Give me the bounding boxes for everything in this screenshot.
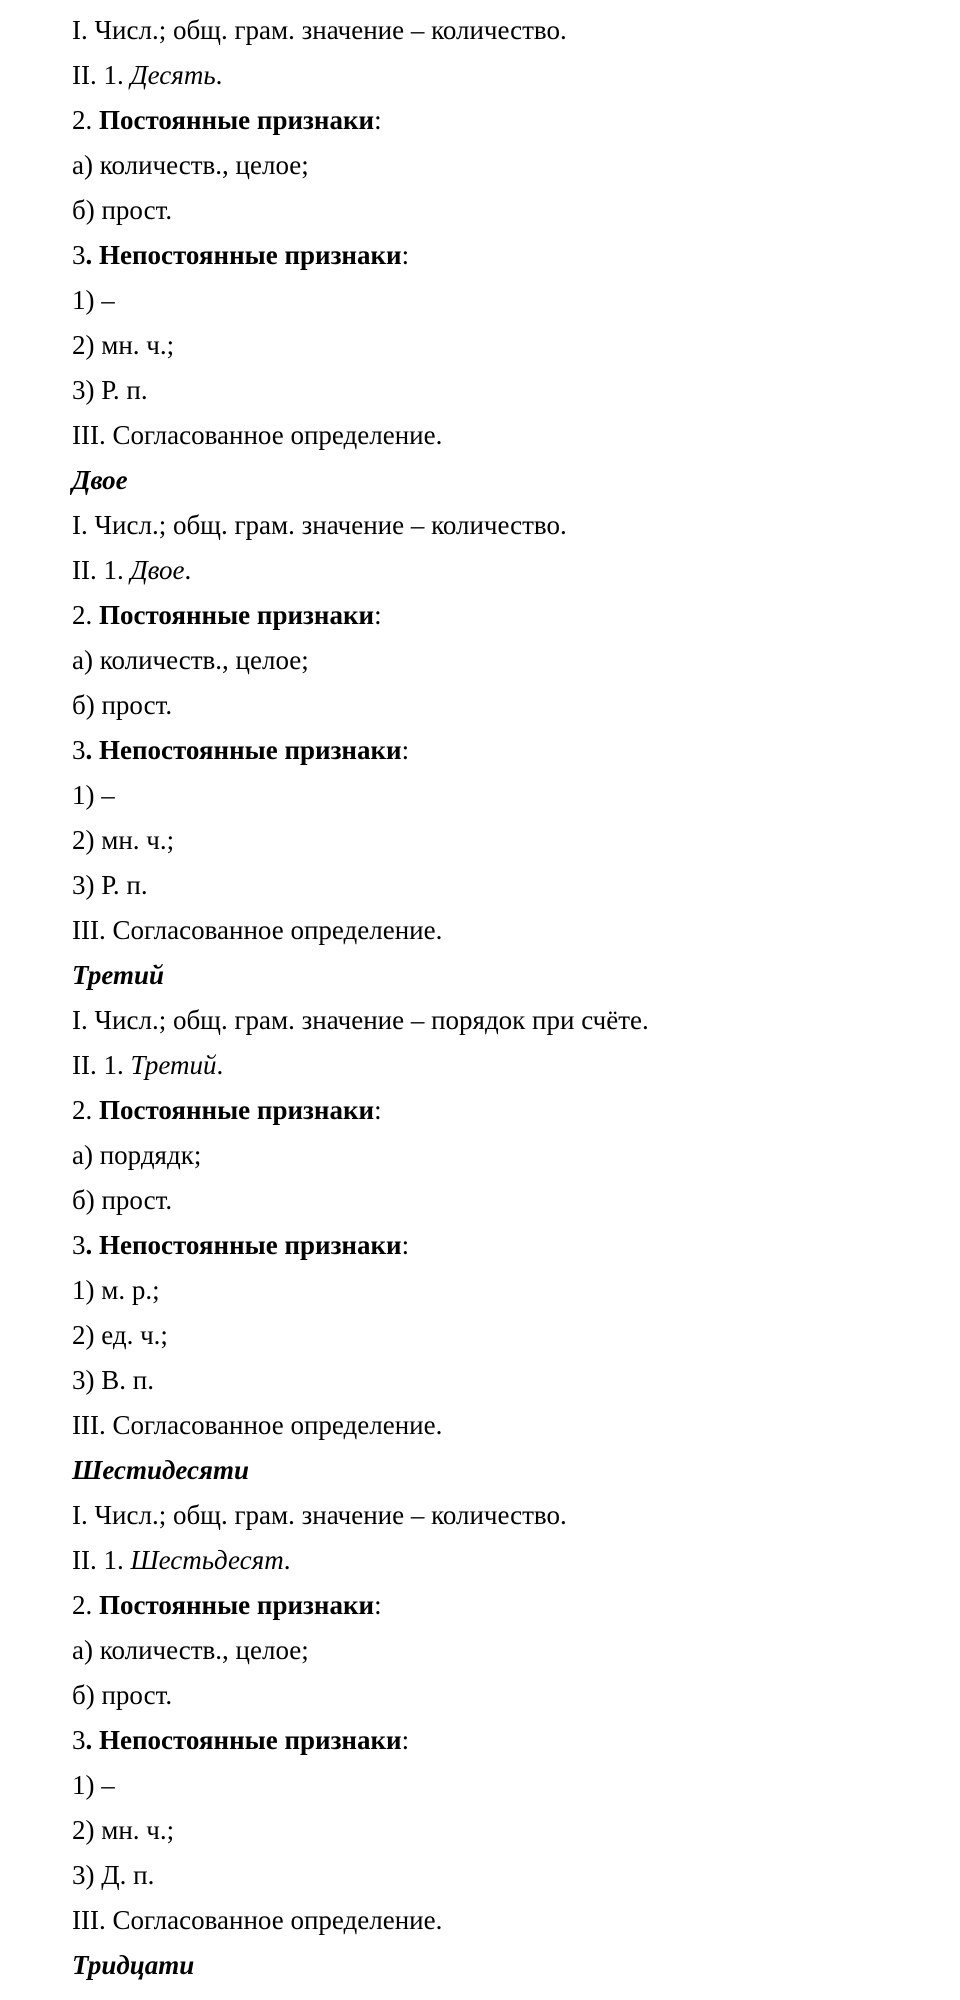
nonconstant-features-line: 3. Непостоянные признаки:: [72, 240, 410, 270]
word-heading: Шестидесяти: [72, 1455, 249, 1485]
parse-line: 2) мн. ч.;: [72, 825, 175, 855]
initial-form-word: Шестьдесят: [130, 1545, 284, 1575]
parse-line: а) количеств., целое;: [72, 150, 309, 180]
parse-line: 1) –: [72, 780, 115, 810]
constant-features-line: 2. Постоянные признаки:: [72, 1095, 382, 1125]
parse-line: III. Согласованное определение.: [72, 1410, 443, 1440]
parse-line: а) количеств., целое;: [72, 645, 309, 675]
parse-line: I. Числ.; общ. грам. значение – порядок при счёте.: [72, 1005, 649, 1035]
parse-line: 3) Р. п.: [72, 375, 148, 405]
parse-line: 3) Д. п.: [72, 1860, 155, 1890]
parse-line: 1) –: [72, 1770, 115, 1800]
initial-form-line: II. 1. Десять.: [72, 60, 223, 90]
parse-line: III. Согласованное определение.: [72, 1905, 443, 1935]
parse-line: 1) –: [72, 285, 115, 315]
parse-line: 2) мн. ч.;: [72, 1815, 175, 1845]
initial-form-word: Третий: [130, 1050, 217, 1080]
initial-form-word: Десять: [130, 60, 216, 90]
parse-line: б) прост.: [72, 1185, 173, 1215]
parse-line: а) количеств., целое;: [72, 1635, 309, 1665]
constant-features-line: 2. Постоянные признаки:: [72, 600, 382, 630]
initial-form-line: II. 1. Третий.: [72, 1050, 224, 1080]
parse-line: б) прост.: [72, 195, 173, 225]
parse-line: 3) В. п.: [72, 1365, 154, 1395]
initial-form-line: II. 1. Шестьдесят.: [72, 1545, 291, 1575]
parse-line: б) прост.: [72, 1680, 173, 1710]
parse-line: I. Числ.; общ. грам. значение – количество.: [72, 1500, 567, 1530]
word-heading: Третий: [72, 960, 164, 990]
nonconstant-features-line: 3. Непостоянные признаки:: [72, 1230, 410, 1260]
parse-line: 3) Р. п.: [72, 870, 148, 900]
parse-line: б) прост.: [72, 690, 173, 720]
parse-line: 2) мн. ч.;: [72, 330, 175, 360]
parse-line: 2) ед. ч.;: [72, 1320, 168, 1350]
parse-line: I. Числ.; общ. грам. значение – количество.: [72, 510, 567, 540]
constant-features-line: 2. Постоянные признаки:: [72, 105, 382, 135]
constant-features-line: 2. Постоянные признаки:: [72, 1590, 382, 1620]
nonconstant-features-line: 3. Непостоянные признаки:: [72, 735, 410, 765]
nonconstant-features-line: 3. Непостоянные признаки:: [72, 1725, 410, 1755]
parse-line: III. Согласованное определение.: [72, 915, 443, 945]
word-heading: Двое: [72, 465, 128, 495]
parse-line: 1) м. р.;: [72, 1275, 160, 1305]
initial-form-word: Двое: [130, 555, 185, 585]
parse-line: I. Числ.; общ. грам. значение – количество.: [72, 15, 567, 45]
parse-line: а) пордядк;: [72, 1140, 202, 1170]
word-heading: Тридцати: [72, 1950, 195, 1980]
initial-form-line: II. 1. Двое.: [72, 555, 192, 585]
parse-line: III. Согласованное определение.: [72, 420, 443, 450]
